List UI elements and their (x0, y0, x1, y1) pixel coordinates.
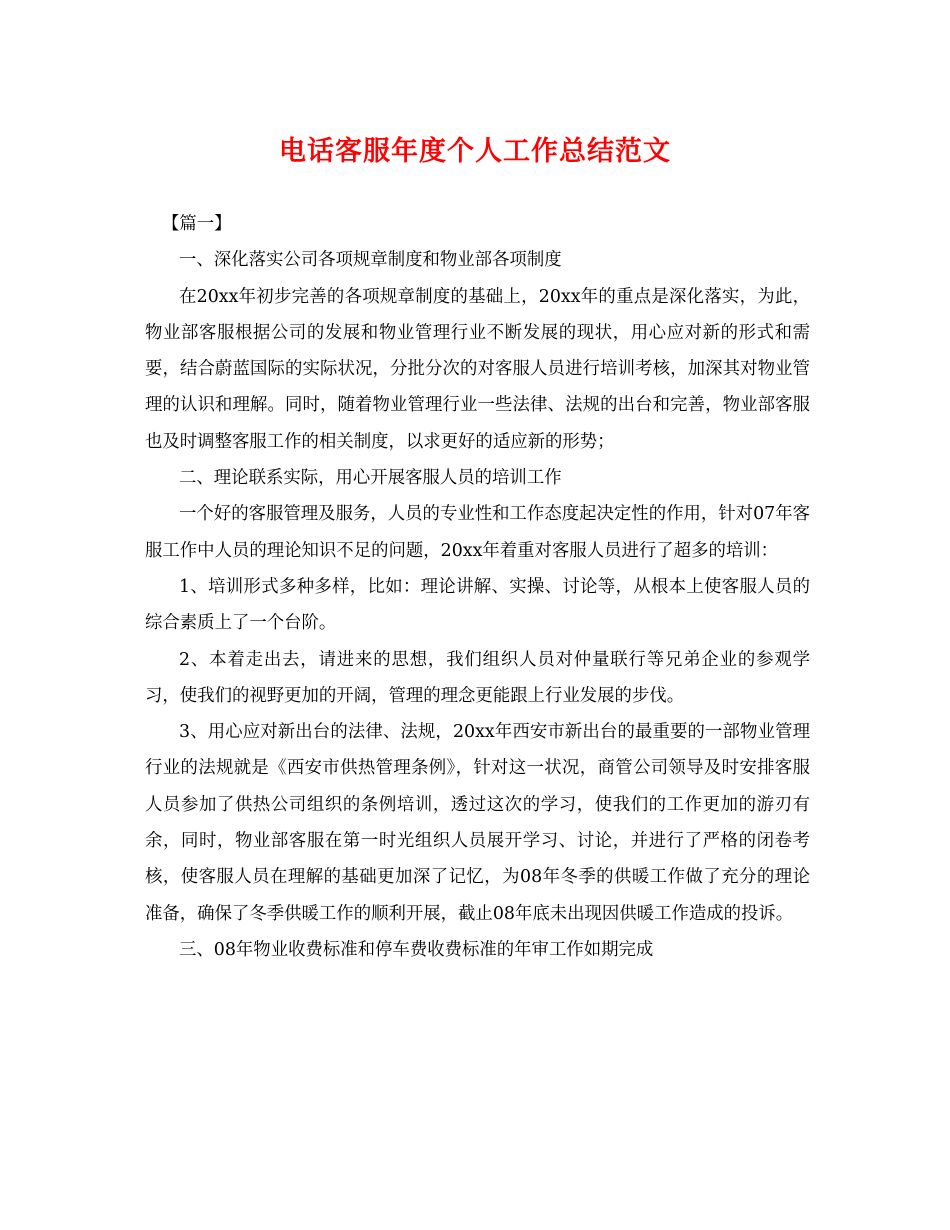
document-body (145, 206, 810, 968)
heading-1: 一、深化落实公司各项规章制度和物业部各项制度 (179, 250, 562, 271)
paragraph-1: 在20xx年初步完善的各项规章制度的基础上，20xx年的重点是深化落实，为此，物业部客服根据公司的发展和物业管理行业不断发展的现状，用心应对新的形式和需要，结合蔚蓝国际的实际状况，分批分次的对客服人员进行培训考核，加深其对物业管理的认识和理解。同时，随着物业管理行业一些法律、法规的出台和完善，物业部客服也及时调整客服工作的相关制度，以求更好的适应新的形势； (145, 286, 810, 452)
heading-2: 二、理论联系实际，用心开展客服人员的培训工作 (179, 468, 562, 489)
list-item-1: 1、培训形式多种多样，比如：理论讲解、实操、讨论等，从根本上使客服人员的综合素质上了一个台阶。 (145, 576, 810, 634)
list-item-3: 3、用心应对新出台的法律、法规，20xx年西安市新出台的最重要的一部物业管理行业的法规就是《西安市供热管理条例》，针对这一状况，商管公司领导及时安排客服人员参加了供热公司组织的条例培训，透过这次的学习，使我们的工作更加的游刃有余，同时，物业部客服在第一时光组织人员展开学习、讨论，并进行了严格的闭卷考核，使客服人员在理解的基础更加深了记忆，为08年冬季的供暖工作做了充分的理论准备，确保了冬季供暖工作的顺利开展，截止08年底未出现因供暖工作造成的投诉。 (145, 722, 810, 924)
paragraph-2: 一个好的客服管理及服务，人员的专业性和工作态度起决定性的作用，针对07年客服工作中人员的理论知识不足的问题，20xx年着重对客服人员进行了超多的培训： (145, 504, 810, 561)
document-title: 电话客服年度个人工作总结范文 (279, 136, 671, 167)
heading-3: 三、08年物业收费标准和停车费收费标准的年审工作如期完成 (179, 939, 654, 960)
list-item-2: 2、本着走出去，请进来的思想，我们组织人员对仲量联行等兄弟企业的参观学习，使我们的视野更加的开阔，管理的理念更能跟上行业发展的步伐。 (145, 649, 810, 706)
section-tag: 【篇一】 (162, 214, 232, 234)
